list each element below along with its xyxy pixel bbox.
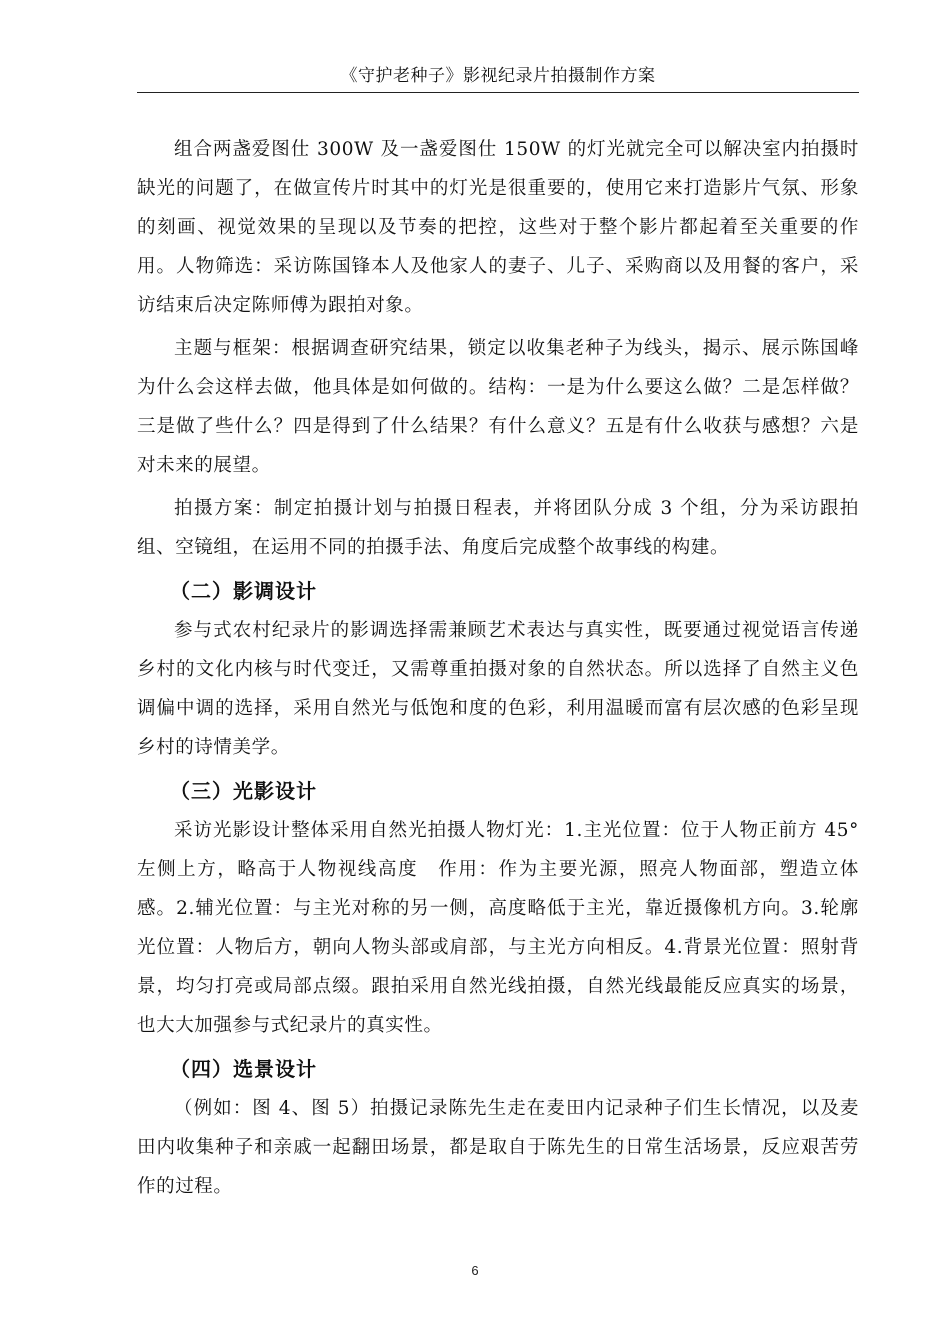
document-body — [137, 130, 859, 1210]
paragraph-shooting-plan: 拍摄方案：制定拍摄计划与拍摄日程表，并将团队分成 3 个组，分为采访跟拍组、空镜组，在运用不同的拍摄手法、角度后完成整个故事线的构建。 — [137, 498, 859, 558]
header-title: 《守护老种子》影视纪录片拍摄制作方案 — [340, 66, 656, 86]
page-header — [137, 62, 859, 93]
paragraph-theme-framework: 主题与框架：根据调查研究结果，锁定以收集老种子为线头，揭示、展示陈国峰为什么会这样去做，他具体是如何做的。结构：一是为什么要这么做？二是怎样做？三是做了些什么？四是得到了什么结果？有什么意义？五是有什么收获与感想？六是对未来的展望。 — [137, 338, 859, 476]
paragraph-light-design: 采访光影设计整体采用自然光拍摄人物灯光：1.主光位置：位于人物正前方 45°左侧上方，略高于人物视线高度 作用：作为主要光源，照亮人物面部，塑造立体感。2.辅光位置：与主光对称的另一侧，高度略低于主光，靠近摄像机方向。3.轮廓光位置：人物后方，朝向人物头部或肩部，与主光方向相反。4.背景光位置：照射背景，均匀打亮或局部点缀。跟拍采用自然光线拍摄，自然光线最能反应真实的场景，也大大加强参与式纪录片的真实性。 — [137, 820, 859, 1036]
paragraph-location-design: （例如：图 4、图 5）拍摄记录陈先生走在麦田内记录种子们生长情况，以及麦田内收集种子和亲戚一起翻田场景，都是取自于陈先生的日常生活场景，反应艰苦劳作的过程。 — [137, 1098, 859, 1197]
paragraph-tone-design: 参与式农村纪录片的影调选择需兼顾艺术表达与真实性，既要通过视觉语言传递乡村的文化内核与时代变迁，又需尊重拍摄对象的自然状态。所以选择了自然主义色调偏中调的选择，采用自然光与低饱和度的色彩，利用温暖而富有层次感的色彩呈现乡村的诗情美学。 — [137, 620, 859, 758]
heading-tone-design: （二）影调设计 — [170, 579, 317, 603]
heading-location-design: （四）选景设计 — [170, 1057, 317, 1081]
heading-light-design: （三）光影设计 — [170, 779, 317, 803]
page-number: 6 — [471, 1263, 479, 1278]
paragraph-lighting-equipment: 组合两盏爱图仕 300W 及一盏爱图仕 150W 的灯光就完全可以解决室内拍摄时缺光的问题了，在做宣传片时其中的灯光是很重要的，使用它来打造影片气氛、形象的刻画、视觉效果的呈现以及节奏的把控，这些对于整个影片都起着至关重要的作用。人物筛选：采访陈国锋本人及他家人的妻子、儿子、采购商以及用餐的客户，采访结束后决定陈师傅为跟拍对象。 — [137, 139, 859, 316]
